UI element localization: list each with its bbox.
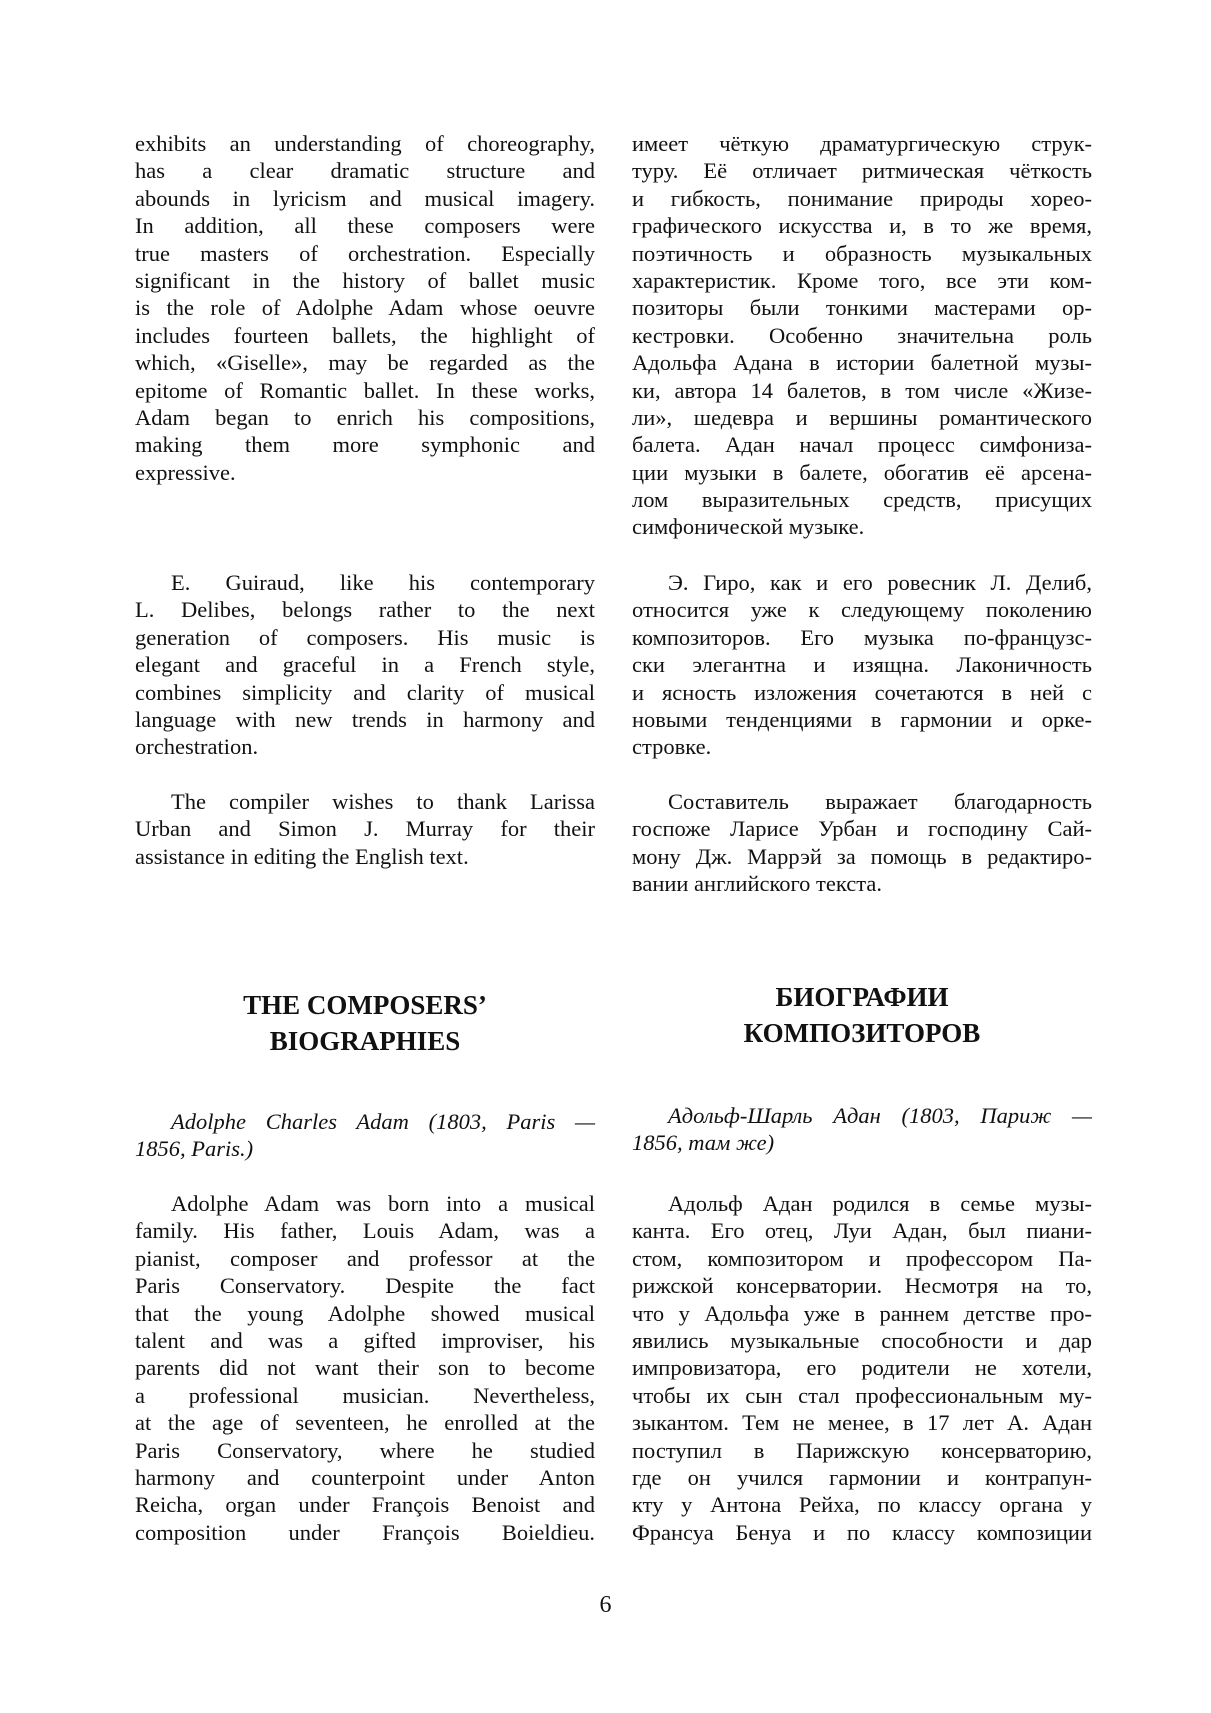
text-line: at the age of seventeen, he enrolled at the	[135, 1410, 595, 1436]
text-line: зыкантом. Тем не менее, в 17 лет А. Адан	[632, 1410, 1092, 1436]
text-line: combines simplicity and clarity of musical	[135, 679, 595, 705]
text-line: лом выразительных средств, присущих	[632, 487, 1092, 513]
text-line: orchestration.	[135, 734, 259, 760]
text-line: elegant and graceful in a French style,	[135, 652, 595, 678]
text-line: abounds in lyricism and musical imagery.	[135, 185, 595, 211]
text-line: Reicha, organ under François Benoist and	[135, 1492, 595, 1518]
text-line: expressive.	[135, 459, 236, 485]
text-line: generation of composers. His music is	[135, 624, 595, 650]
text-line: балета. Адан начал процесс симфониза-	[632, 432, 1092, 458]
text-line: канта. Его отец, Луи Адан, был пиани-	[632, 1218, 1092, 1244]
text-line: significant in the history of ballet music	[135, 267, 595, 293]
text-line: Adolphe Adam was born into a musical	[171, 1191, 595, 1216]
acknowledgement-paragraph	[135, 788, 595, 870]
text-line: Paris Conservatory, where he studied	[135, 1437, 595, 1463]
text-line: parents did not want their son to become	[135, 1355, 595, 1381]
text-line: чтобы их сын стал профессиональным му-	[632, 1382, 1092, 1408]
text-line: Адольф Адан родился в семье музы-	[668, 1191, 1092, 1216]
text-line: ли», шедевра и вершины романтического	[632, 404, 1092, 430]
text-line: true masters of orchestration. Especially	[135, 240, 595, 266]
text-line: talent and was a gifted improviser, his	[135, 1327, 595, 1353]
text-line: Адольф-Шарль Адан (1803, Париж —	[668, 1103, 1092, 1128]
text-line: ки, автора 14 балетов, в том числе «Жизе-	[632, 377, 1092, 403]
intro-paragraph	[632, 130, 1092, 541]
text-line: harmony and counterpoint under Anton	[135, 1464, 595, 1490]
text-line: Франсуа Бенуа и по классу композиции	[632, 1519, 1092, 1545]
text-line: L. Delibes, belongs rather to the next	[135, 597, 595, 623]
biography-paragraph	[135, 1190, 595, 1546]
text-line: includes fourteen ballets, the highlight of	[135, 322, 595, 348]
text-line: импровизатора, его родители не хотели,	[632, 1355, 1092, 1381]
text-line: стровке.	[632, 734, 712, 760]
text-line: госпоже Ларисе Урбан и господину Сай-	[632, 816, 1092, 842]
text-line: ции музыки в балете, обогатив её арсена-	[632, 459, 1092, 485]
composer-name-dates	[632, 1102, 1092, 1157]
text-line: Paris Conservatory. Despite the fact	[135, 1273, 595, 1299]
text-line: is the role of Adolphe Adam whose oeuvre	[135, 295, 595, 321]
text-line: The compiler wishes to thank Larissa	[171, 789, 595, 814]
text-line: ски элегантна и изящна. Лаконичность	[632, 652, 1092, 678]
text-line: epitome of Romantic ballet. In these works,	[135, 377, 595, 403]
text-line: Urban and Simon J. Murray for their	[135, 816, 595, 842]
text-line: making them more symphonic and	[135, 432, 595, 458]
text-line: вании английского текста.	[632, 871, 882, 897]
text-line: Adolphe Charles Adam (1803, Paris —	[171, 1109, 595, 1134]
section-heading	[632, 979, 1092, 1051]
text-line: 1856, там же)	[632, 1130, 775, 1156]
section-heading	[135, 987, 595, 1059]
text-line: which, «Giselle», may be regarded as the	[135, 350, 595, 376]
text-line: кту у Антона Рейха, по классу органа у	[632, 1492, 1092, 1518]
text-line: симфонической музыке.	[632, 514, 865, 540]
text-line: поступил в Парижскую консерваторию,	[632, 1437, 1092, 1463]
text-line: Составитель выражает благодарность	[668, 789, 1092, 814]
text-line: In addition, all these composers were	[135, 213, 595, 239]
composer-name-dates	[135, 1108, 595, 1163]
text-line: новыми тенденциями в гармонии и орке-	[632, 706, 1092, 732]
text-line: и гибкость, понимание природы хорео-	[632, 185, 1092, 211]
text-line: composition under François Boieldieu.	[135, 1519, 595, 1545]
text-line: assistance in editing the English text.	[135, 843, 469, 869]
text-line: где он учился гармонии и контрапун-	[632, 1464, 1092, 1490]
text-line: стом, композитором и профессором Па-	[632, 1245, 1092, 1271]
text-line: и ясность изложения сочетаются в ней с	[632, 679, 1092, 705]
acknowledgement-paragraph	[632, 788, 1092, 898]
text-line: language with new trends in harmony and	[135, 706, 595, 732]
heading-line: THE COMPOSERS’	[243, 990, 487, 1020]
page-number: 6	[599, 1592, 612, 1618]
text-line: поэтичность и образность музыкальных	[632, 240, 1092, 266]
heading-line: КОМПОЗИТОРОВ	[743, 1018, 981, 1048]
text-line: that the young Adolphe showed musical	[135, 1300, 595, 1326]
text-line: что у Адольфа уже в раннем детстве про-	[632, 1300, 1092, 1326]
intro-paragraph	[135, 130, 595, 486]
text-line: туру. Её отличает ритмическая чёткость	[632, 158, 1092, 184]
text-line: мону Дж. Маррэй за помощь в редактиро-	[632, 843, 1092, 869]
text-line: имеет чёткую драматургическую струк-	[632, 131, 1092, 156]
text-line: кестровки. Особенно значительна роль	[632, 322, 1092, 348]
text-line: рижской консерватории. Несмотря на то,	[632, 1273, 1092, 1299]
guiraud-paragraph	[632, 569, 1092, 761]
text-line: Adam began to enrich his compositions,	[135, 404, 595, 430]
text-line: Э. Гиро, как и его ровесник Л. Делиб,	[668, 570, 1092, 595]
text-line: E. Guiraud, like his contemporary	[171, 570, 595, 595]
text-line: a professional musician. Nevertheless,	[135, 1382, 595, 1408]
text-line: Адольфа Адана в истории балетной музы-	[632, 350, 1092, 376]
text-line: family. His father, Louis Adam, was a	[135, 1218, 595, 1244]
text-line: 1856, Paris.)	[135, 1136, 254, 1162]
text-line: exhibits an understanding of choreography,	[135, 131, 595, 156]
text-line: явились музыкальные способности и дар	[632, 1327, 1092, 1353]
text-line: позиторы были тонкими мастерами ор-	[632, 295, 1092, 321]
text-line: характеристик. Кроме того, все эти ком-	[632, 267, 1092, 293]
text-line: has a clear dramatic structure and	[135, 158, 595, 184]
text-line: графического искусства и, в то же время,	[632, 213, 1092, 239]
text-line: pianist, composer and professor at the	[135, 1245, 595, 1271]
heading-line: BIOGRAPHIES	[269, 1026, 461, 1056]
heading-line: БИОГРАФИИ	[775, 982, 949, 1012]
guiraud-paragraph	[135, 569, 595, 761]
text-line: относится уже к следующему поколению	[632, 597, 1092, 623]
text-line: композиторов. Его музыка по-французс-	[632, 624, 1092, 650]
biography-paragraph	[632, 1190, 1092, 1546]
